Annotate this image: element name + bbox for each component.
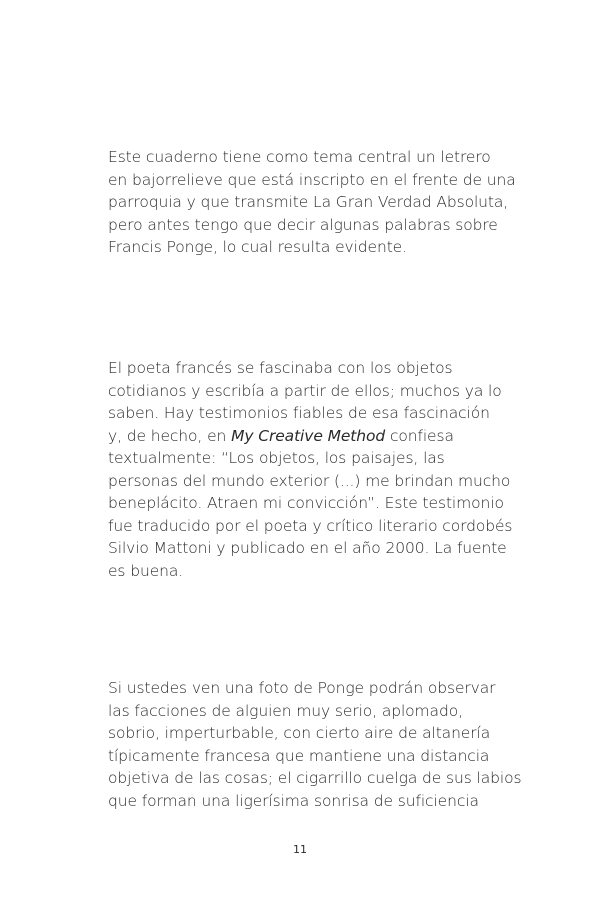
text-line: Silvio Mattoni y publicado en el año 2000. La fuente [108,539,507,557]
text-line: las facciones de alguien muy serio, aplomado, [108,701,463,720]
text-line: personas del mundo exterior (...) me brindan mucho [108,471,511,490]
text-line: beneplácito. Atraen mi convicción”. Este testimonio [108,494,504,512]
text-segment: y, de hecho, en [108,426,232,445]
paragraph-intro [108,146,528,259]
text-line: en bajorrelieve que está inscripto en el frente de una [108,170,516,189]
text-line: sobrio, imperturbable, con cierto aire de altanería [108,724,491,742]
text-line: cotidianos y escribía a partir de ellos; muchos ya lo [108,381,502,400]
text-line: El poeta francés se fascinaba con los objetos [108,359,453,377]
text-line: textualmente: “Los objetos, los paisajes, las [108,449,445,467]
text-line: saben. Hay testimonios fiables de esa fascinación [108,404,490,422]
paragraph-ponge-objects [108,357,528,582]
text-line-with-title [108,425,528,448]
book-title: My Creative Method [231,426,386,445]
text-line: que forman una ligerísima sonrisa de suficiencia [108,791,479,810]
text-line: Si ustedes ven una foto de Ponge podrán observar [108,679,496,697]
text-segment: confiesa [385,426,454,445]
text-line: pero antes tengo que decir algunas palabras sobre [108,215,498,234]
text-line: objetiva de las cosas; el cigarrillo cuelga de sus labios [108,769,522,787]
page-number: 11 [293,843,307,856]
text-line: fue traducido por el poeta y crítico literario cordobés [108,516,513,535]
text-line: Francis Ponge, lo cual resulta evidente. [108,238,407,256]
text-line: parroquia y que transmite La Gran Verdad Absoluta, [108,193,509,211]
text-line: es buena. [108,561,184,580]
text-line: Este cuaderno tiene como tema central un letrero [108,148,491,166]
text-line: típicamente francesa que mantiene una distancia [108,746,490,765]
paragraph-ponge-photo [108,677,528,812]
